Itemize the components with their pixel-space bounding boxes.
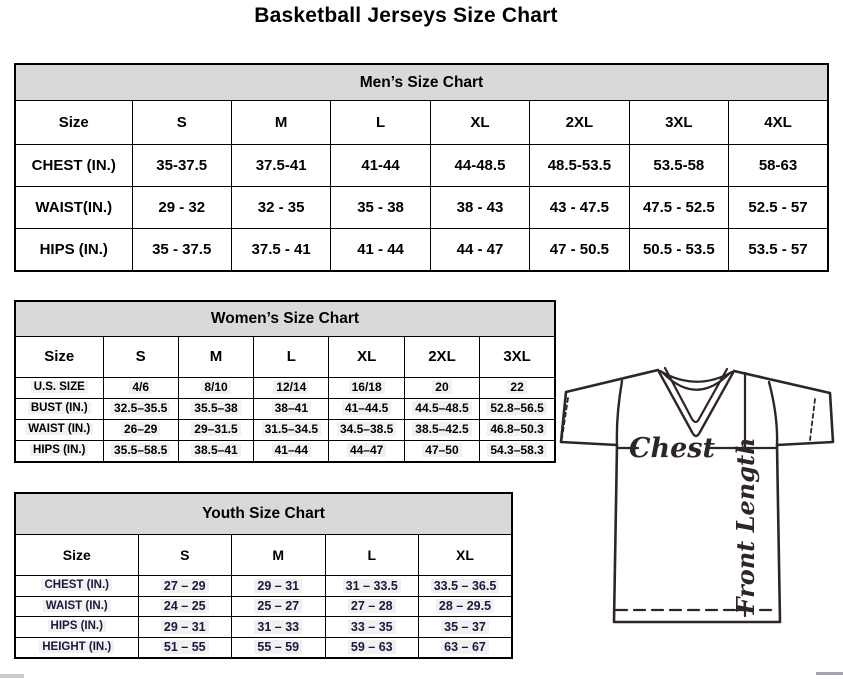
size-value: 31 – 33.5	[325, 576, 419, 597]
row-label: HIPS (IN.)	[15, 229, 132, 272]
size-value: 8/10	[178, 378, 253, 399]
youth-table-title: Youth Size Chart	[15, 493, 512, 535]
size-value: 38.5–42.5	[404, 420, 479, 441]
row-label: BUST (IN.)	[15, 399, 103, 420]
mens-data-row	[15, 145, 828, 187]
youth-data-row	[15, 637, 512, 658]
size-value: 35.5–38	[178, 399, 253, 420]
womens-data-row	[15, 441, 555, 463]
row-label: CHEST (IN.)	[15, 576, 138, 597]
size-value: 37.5-41	[231, 145, 330, 187]
mens-col-header: 2XL	[530, 101, 629, 145]
mens-col-header: Size	[15, 101, 132, 145]
womens-size-table	[14, 300, 556, 463]
size-value: 41–44.5	[329, 399, 404, 420]
youth-col-header: M	[232, 535, 326, 576]
size-value: 28 – 29.5	[419, 596, 513, 617]
size-value: 35.5–58.5	[103, 441, 178, 463]
size-value: 44-48.5	[430, 145, 529, 187]
row-label: CHEST (IN.)	[15, 145, 132, 187]
size-value: 22	[480, 378, 555, 399]
mens-col-header: S	[132, 101, 231, 145]
size-value: 35-37.5	[132, 145, 231, 187]
row-label: WAIST(IN.)	[15, 187, 132, 229]
size-value: 33 – 35	[325, 617, 419, 638]
mens-data-row	[15, 187, 828, 229]
size-value: 41–44	[254, 441, 329, 463]
row-label: HIPS (IN.)	[15, 617, 138, 638]
size-value: 52.5 - 57	[729, 187, 828, 229]
jersey-outline-icon	[561, 370, 833, 622]
womens-data-row	[15, 399, 555, 420]
womens-col-header: M	[178, 337, 253, 378]
youth-header-row	[15, 535, 512, 576]
size-value: 59 – 63	[325, 637, 419, 658]
size-value: 24 – 25	[138, 596, 232, 617]
size-value: 48.5-53.5	[530, 145, 629, 187]
size-value: 34.5–38.5	[329, 420, 404, 441]
mens-data-row	[15, 229, 828, 272]
mens-header-row	[15, 101, 828, 145]
size-value: 37.5 - 41	[231, 229, 330, 272]
size-value: 20	[404, 378, 479, 399]
womens-table-title: Women’s Size Chart	[15, 301, 555, 337]
size-value: 33.5 – 36.5	[419, 576, 513, 597]
size-value: 63 – 67	[419, 637, 513, 658]
size-value: 38–41	[254, 399, 329, 420]
youth-col-header: L	[325, 535, 419, 576]
size-value: 31 – 33	[232, 617, 326, 638]
size-value: 27 – 29	[138, 576, 232, 597]
size-value: 54.3–58.3	[480, 441, 555, 463]
youth-col-header: S	[138, 535, 232, 576]
size-value: 29–31.5	[178, 420, 253, 441]
youth-size-table	[14, 492, 513, 659]
size-value: 25 – 27	[232, 596, 326, 617]
youth-data-row	[15, 617, 512, 638]
womens-header-row	[15, 337, 555, 378]
size-value: 41 - 44	[331, 229, 430, 272]
womens-col-header: L	[254, 337, 329, 378]
size-value: 51 – 55	[138, 637, 232, 658]
youth-col-header: Size	[15, 535, 138, 576]
womens-col-header: Size	[15, 337, 103, 378]
row-label: U.S. SIZE	[15, 378, 103, 399]
size-value: 50.5 - 53.5	[629, 229, 728, 272]
womens-col-header: S	[103, 337, 178, 378]
youth-col-header: XL	[419, 535, 513, 576]
size-value: 55 – 59	[232, 637, 326, 658]
size-value: 41-44	[331, 145, 430, 187]
size-value: 43 - 47.5	[530, 187, 629, 229]
womens-data-row	[15, 378, 555, 399]
size-value: 35 - 37.5	[132, 229, 231, 272]
row-label: HEIGHT (IN.)	[15, 637, 138, 658]
mens-col-header: L	[331, 101, 430, 145]
size-value: 44.5–48.5	[404, 399, 479, 420]
size-value: 47.5 - 52.5	[629, 187, 728, 229]
page-title: Basketball Jerseys Size Chart	[254, 4, 558, 27]
size-value: 52.8–56.5	[480, 399, 555, 420]
size-value: 46.8–50.3	[480, 420, 555, 441]
size-value: 26–29	[103, 420, 178, 441]
size-value: 58-63	[729, 145, 828, 187]
size-value: 29 - 32	[132, 187, 231, 229]
mens-col-header: XL	[430, 101, 529, 145]
womens-col-header: 3XL	[480, 337, 555, 378]
mens-col-header: 4XL	[729, 101, 828, 145]
scrollbar-fragment-right[interactable]	[816, 672, 843, 675]
womens-data-row	[15, 420, 555, 441]
womens-col-header: 2XL	[404, 337, 479, 378]
size-value: 53.5 - 57	[729, 229, 828, 272]
chest-label: Chest	[629, 433, 715, 464]
size-value: 38.5–41	[178, 441, 253, 463]
size-value: 32 - 35	[231, 187, 330, 229]
mens-size-table	[14, 63, 829, 272]
size-value: 31.5–34.5	[254, 420, 329, 441]
row-label: HIPS (IN.)	[15, 441, 103, 463]
womens-col-header: XL	[329, 337, 404, 378]
size-value: 35 - 38	[331, 187, 430, 229]
size-value: 35 – 37	[419, 617, 513, 638]
front-length-label: Front Length	[731, 437, 760, 615]
size-value: 16/18	[329, 378, 404, 399]
size-value: 12/14	[254, 378, 329, 399]
size-value: 32.5–35.5	[103, 399, 178, 420]
mens-col-header: M	[231, 101, 330, 145]
youth-data-row	[15, 596, 512, 617]
scrollbar-fragment-left[interactable]	[0, 674, 24, 678]
row-label: WAIST (IN.)	[15, 420, 103, 441]
jersey-measurement-diagram	[558, 362, 842, 626]
size-value: 27 – 28	[325, 596, 419, 617]
size-value: 53.5-58	[629, 145, 728, 187]
row-label: WAIST (IN.)	[15, 596, 138, 617]
mens-table-title: Men’s Size Chart	[15, 64, 828, 101]
size-value: 4/6	[103, 378, 178, 399]
youth-data-row	[15, 576, 512, 597]
mens-col-header: 3XL	[629, 101, 728, 145]
size-value: 47 - 50.5	[530, 229, 629, 272]
size-value: 44 - 47	[430, 229, 529, 272]
size-value: 29 – 31	[232, 576, 326, 597]
size-value: 38 - 43	[430, 187, 529, 229]
size-value: 44–47	[329, 441, 404, 463]
size-value: 47–50	[404, 441, 479, 463]
size-value: 29 – 31	[138, 617, 232, 638]
